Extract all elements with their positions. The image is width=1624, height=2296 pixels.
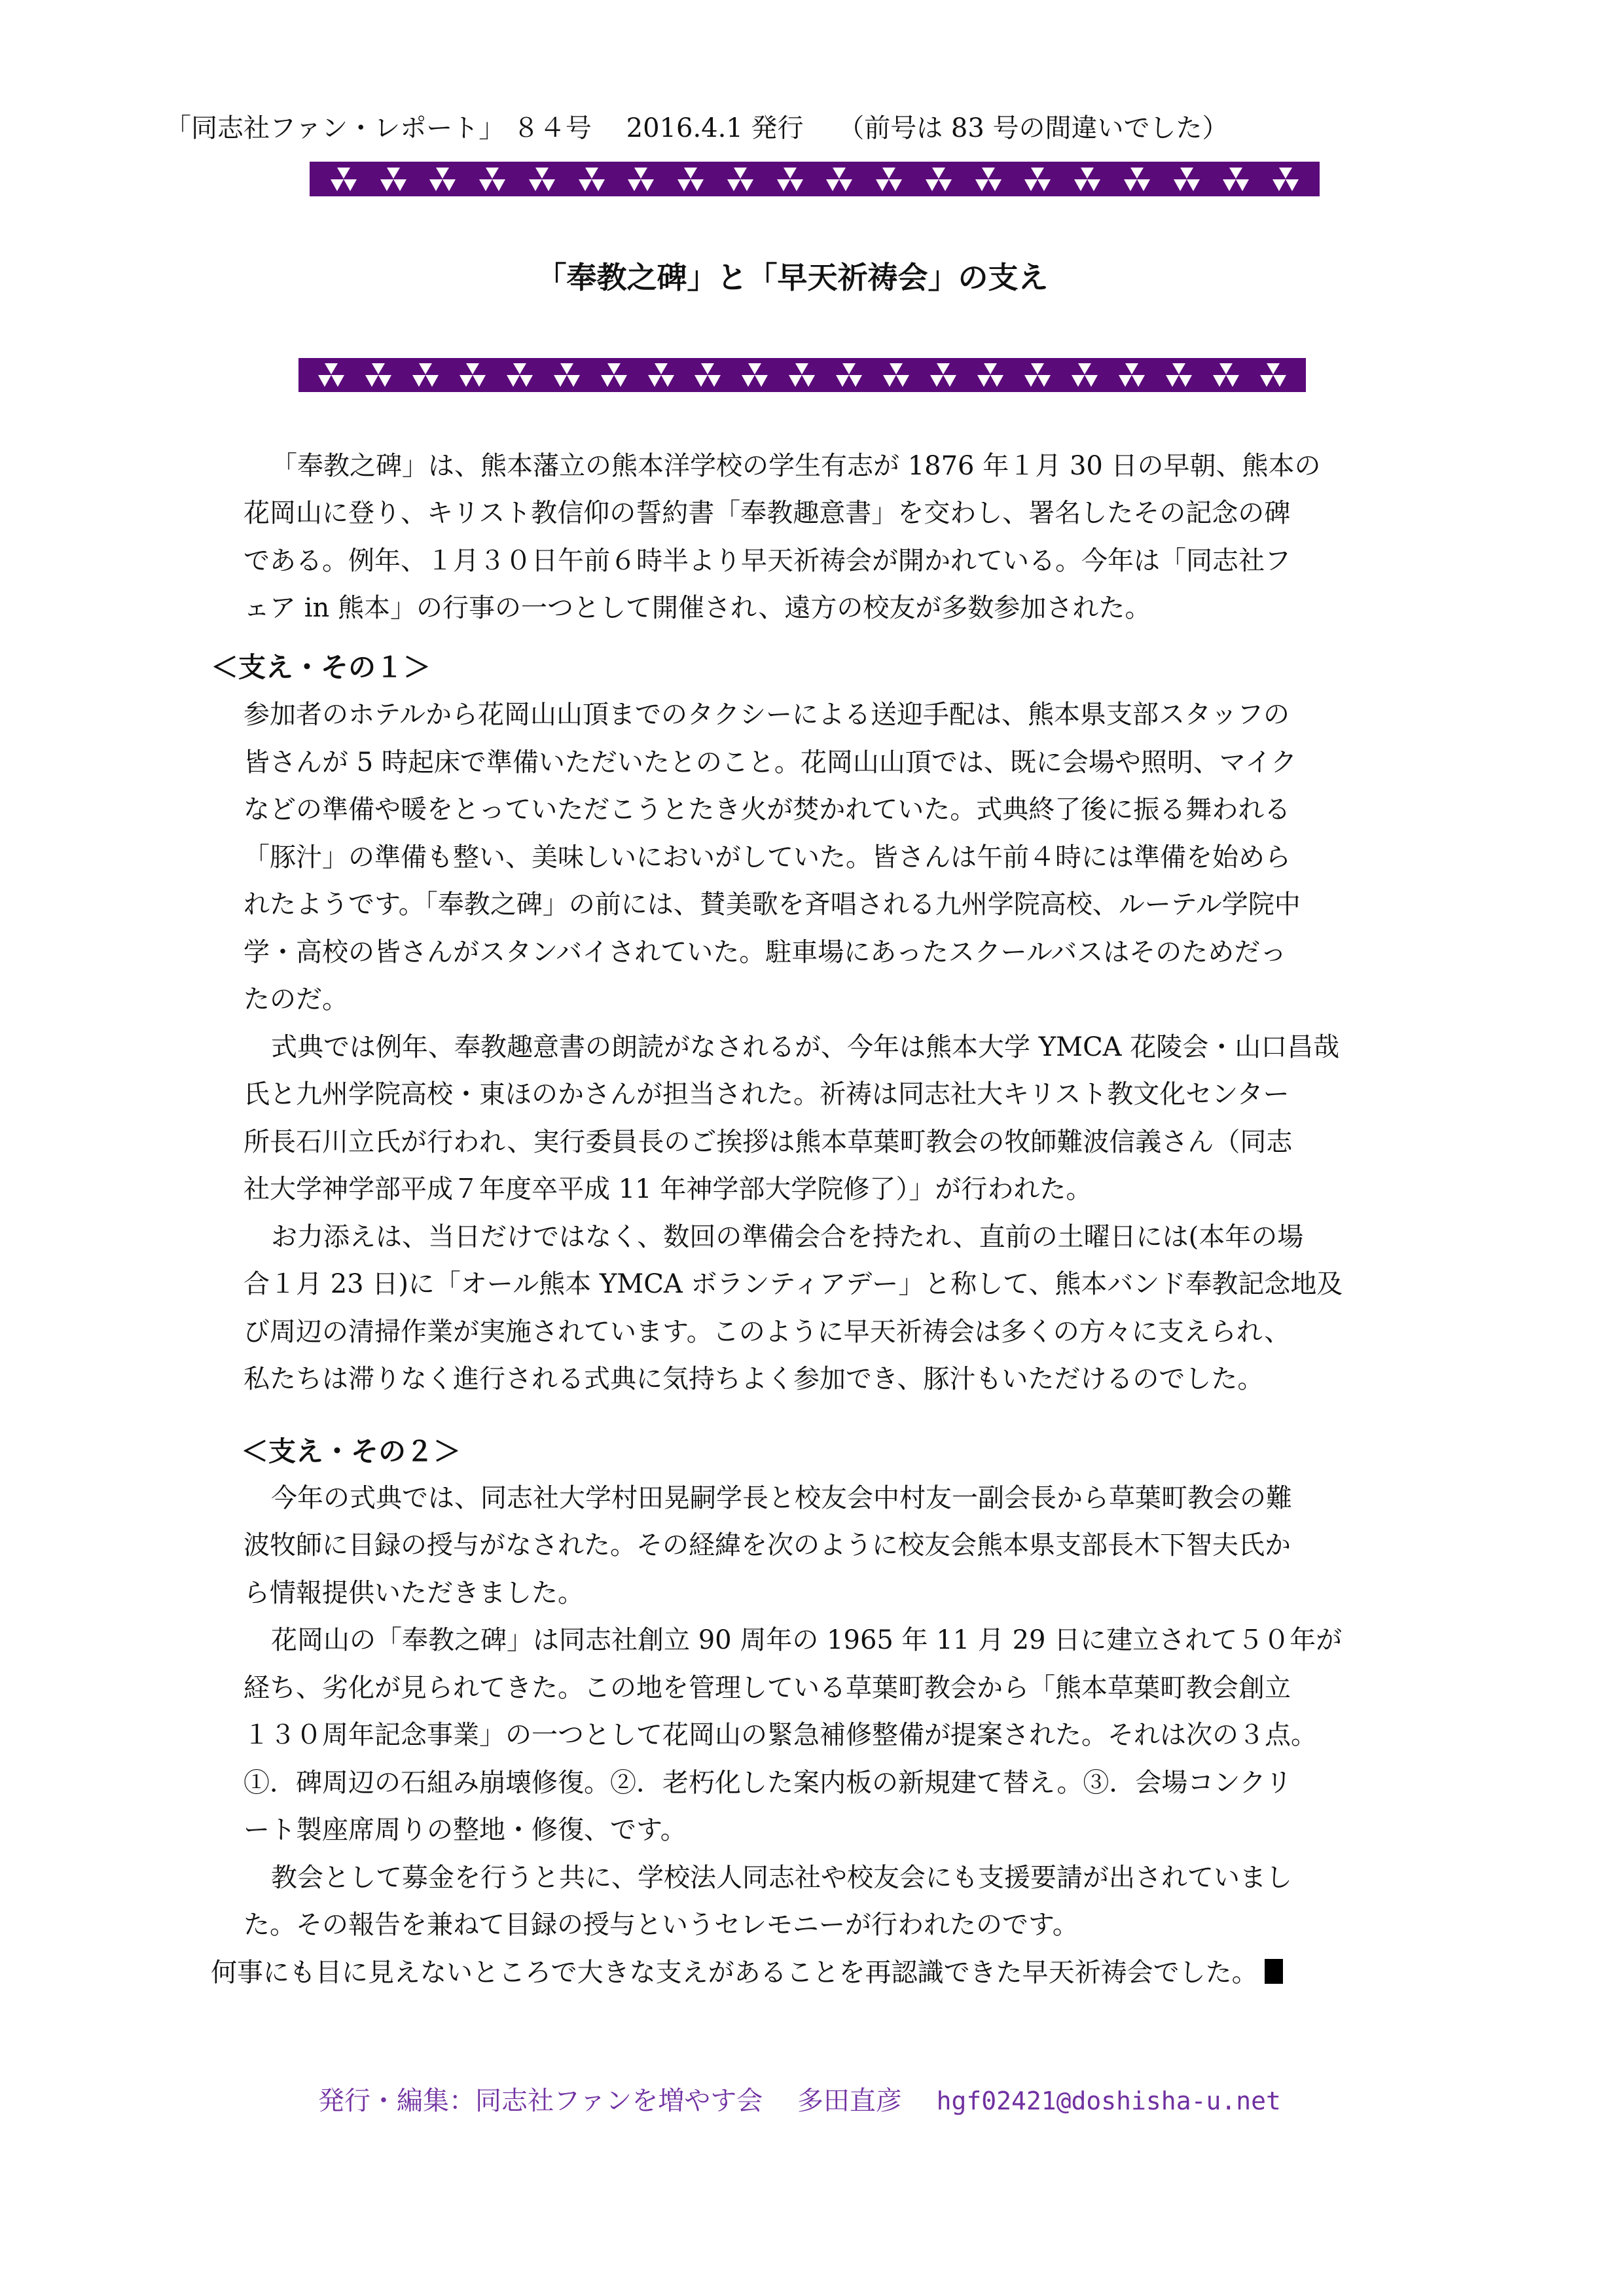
trefoil-icon: [777, 166, 803, 192]
text-line: 「豚汁」の準備も整い、美味しいにおいがしていた。皆さんは午前４時には準備を始めら: [244, 842, 1291, 872]
text-line: 今年の式典では、同志社大学村田晃嗣学長と校友会中村友一副会長から草葉町教会の難: [271, 1483, 1292, 1513]
newsletter-header: [165, 110, 1229, 147]
text-line: ら情報提供いただきました。: [244, 1578, 584, 1608]
end-mark-icon: [1265, 1959, 1283, 1984]
text-line: 所長石川立氏が行われ、実行委員長のご挨拶は熊本草葉町教会の牧師難波信義さん（同志: [244, 1127, 1293, 1157]
text-line: たのだ。: [244, 984, 348, 1014]
trefoil-icon: [648, 362, 674, 388]
trefoil-icon: [412, 362, 439, 388]
trefoil-icon: [1174, 166, 1200, 192]
text-line: び周辺の清掃作業が実施されています。このように早天祈祷会は多くの方々に支えられ、: [244, 1317, 1291, 1347]
issue-number: ８４号: [513, 113, 592, 143]
trefoil-icon: [742, 362, 768, 388]
trefoil-icon: [479, 166, 505, 192]
trefoil-icon: [628, 166, 654, 192]
trefoil-icon: [876, 166, 902, 192]
text-line: 花岡山に登り、キリスト教信仰の誓約書「奉教趣意書」を交わし、署名したその記念の碑: [244, 498, 1291, 528]
trefoil-icon: [554, 362, 580, 388]
trefoil-icon: [507, 362, 533, 388]
trefoil-icon: [1272, 166, 1299, 192]
text-line: １３０周年記念事業」の一つとして花岡山の緊急補修整備が提案された。それは次の３点。: [244, 1720, 1317, 1750]
decorative-banner-top: [310, 162, 1320, 196]
trefoil-icon: [977, 362, 1003, 388]
trefoil-icon: [883, 362, 909, 388]
trefoil-icon: [826, 166, 852, 192]
editor-name: 多田直彦: [797, 2086, 902, 2116]
trefoil-icon: [836, 362, 862, 388]
issue-date: 2016.4.1 発行: [626, 113, 804, 143]
trefoil-icon: [1213, 362, 1239, 388]
text-line: 花岡山の「奉教之碑」は同志社創立 90 周年の 1965 年 11 月 29 日に建立されて５０年が: [271, 1625, 1343, 1655]
trefoil-icon: [579, 166, 605, 192]
trefoil-icon: [930, 362, 956, 388]
text-line: 「奉教之碑」は、熊本藩立の熊本洋学校の学生有志が 1876 年１月 30 日の早朝、熊本の: [271, 451, 1321, 481]
trefoil-icon: [926, 166, 952, 192]
text-line: 波牧師に目録の授与がなされた。その経緯を次のように校友会熊本県支部長木下智夫氏か: [244, 1530, 1291, 1560]
closing-line: [211, 1954, 1283, 1991]
trefoil-icon: [318, 362, 344, 388]
text-line: などの準備や暖をとっていただこうとたき火が焚かれていた。式典終了後に振る舞われる: [244, 795, 1291, 825]
trefoil-icon: [429, 166, 456, 192]
text-line: 合１月 23 日)に「オール熊本 YMCA ボランティアデー」と称して、熊本バンド奉教記念地及: [244, 1269, 1343, 1299]
publication-name: 「同志社ファン・レポート」: [165, 113, 505, 143]
text-line: 式典では例年、奉教趣意書の朗読がなされるが、今年は熊本大学 YMCA 花陵会・山口昌哉: [271, 1032, 1340, 1062]
contact-email-link[interactable]: hgf02421@doshisha-u.net: [936, 2087, 1281, 2115]
trefoil-icon: [1072, 362, 1098, 388]
trefoil-icon: [677, 166, 704, 192]
text-line: 私たちは滞りなく進行される式典に気持ちよく参加でき、豚汁もいただけるのでした。: [244, 1364, 1264, 1394]
trefoil-icon: [529, 166, 555, 192]
text-line: 社大学神学部平成７年度卒平成 11 年神学部大学院修了）」が行われた。: [244, 1174, 1092, 1204]
trefoil-icon: [727, 166, 753, 192]
text-line: ート製座席周りの整地・修復、です。: [244, 1815, 687, 1845]
trefoil-icon: [1074, 166, 1100, 192]
text-line: 参加者のホテルから花岡山山頂までのタクシーによる送迎手配は、熊本県支部スタッフの: [244, 700, 1290, 730]
text-line: 氏と九州学院高校・東ほのかさんが担当された。祈祷は同志社大キリスト教文化センター: [244, 1079, 1290, 1109]
section-heading-2: ＜支え・その２＞: [241, 1435, 461, 1467]
closing-text: 何事にも目に見えないところで大きな支えがあることを再認識できた早天祈祷会でした。: [211, 1958, 1258, 1988]
text-line: ェア in 熊本」の行事の一つとして開催され、遠方の校友が多数参加された。: [244, 593, 1151, 623]
trefoil-icon: [1124, 166, 1150, 192]
text-line: 学・高校の皆さんがスタンバイされていた。駐車場にあったスクールバスはそのためだっ: [244, 937, 1287, 967]
trefoil-icon: [695, 362, 721, 388]
footer-credits: [318, 2083, 1281, 2119]
text-line: た。その報告を兼ねて目録の授与というセレモニーが行われたのです。: [244, 1910, 1079, 1940]
text-line: 教会として募金を行うと共に、学校法人同志社や校友会にも支援要請が出されていまし: [271, 1863, 1292, 1893]
text-line: 皆さんが 5 時起床で準備いただいたとのこと。花岡山山頂では、既に会場や照明、マイク: [244, 747, 1297, 778]
errata-note: （前号は 83 号の間違いでした）: [838, 113, 1229, 143]
text-line: れたようです。「奉教之碑」の前には、賛美歌を斉唱される九州学院高校、ルーテル学院中: [244, 889, 1301, 920]
decorative-banner-bottom: [298, 358, 1306, 392]
trefoil-icon: [1024, 362, 1051, 388]
trefoil-icon: [1166, 362, 1192, 388]
section-heading-1: ＜支え・その１＞: [211, 651, 431, 683]
text-line: ①．碑周辺の石組み崩壊修復。②．老朽化した案内板の新規建て替え。③．会場コンクリ: [244, 1768, 1292, 1798]
text-line: 経ち、劣化が見られてきた。この地を管理している草葉町教会から「熊本草葉町教会創立: [244, 1673, 1291, 1703]
trefoil-icon: [975, 166, 1001, 192]
trefoil-icon: [365, 362, 391, 388]
trefoil-icon: [331, 166, 357, 192]
trefoil-icon: [1119, 362, 1145, 388]
trefoil-icon: [1024, 166, 1051, 192]
trefoil-icon: [789, 362, 815, 388]
publisher-label: 発行・編集：同志社ファンを増やす会: [318, 2086, 763, 2116]
trefoil-icon: [601, 362, 627, 388]
trefoil-icon: [460, 362, 486, 388]
article-title: 「奉教之碑」と「早天祈祷会」の支え: [536, 260, 1049, 295]
text-line: お力添えは、当日だけではなく、数回の準備会合を持たれ、直前の土曜日には(本年の場: [271, 1222, 1304, 1252]
text-line: である。例年、１月３０日午前６時半より早天祈祷会が開かれている。今年は「同志社フ: [244, 546, 1291, 576]
trefoil-icon: [380, 166, 406, 192]
trefoil-icon: [1223, 166, 1249, 192]
trefoil-icon: [1260, 362, 1286, 388]
